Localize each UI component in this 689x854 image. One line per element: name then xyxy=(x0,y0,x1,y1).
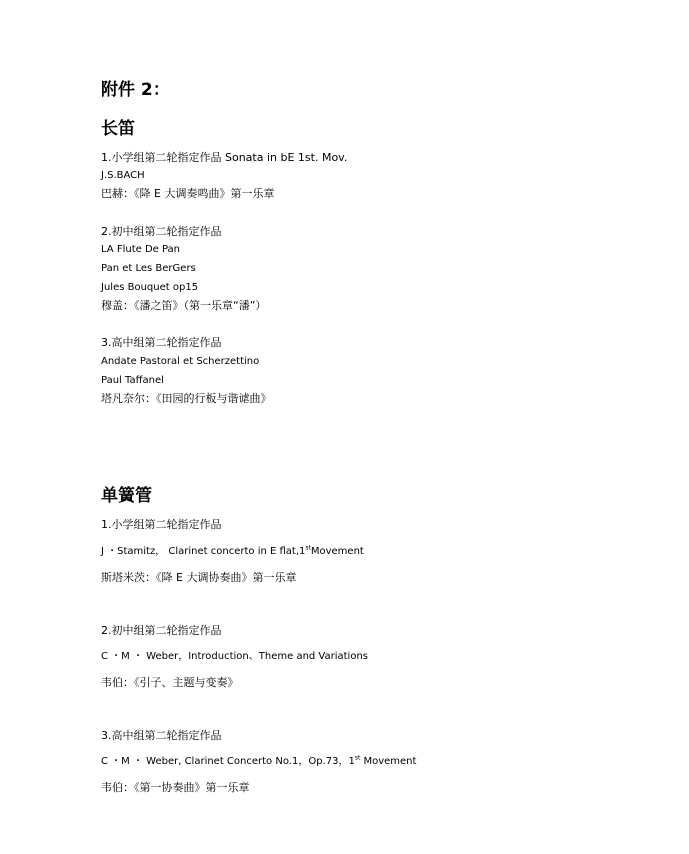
clarinet-senior-work-text-end: Movement xyxy=(360,756,417,767)
flute-primary-chinese: 巴赫：《降 E 大调奏鸣曲》第一乐章 xyxy=(101,187,275,200)
attachment-title: 附件 2： xyxy=(101,80,170,100)
flute-junior-line-1: LA Flute De Pan xyxy=(101,244,181,255)
clarinet-junior-header: 2.初中组第二轮指定作品 xyxy=(101,624,222,637)
clarinet-primary-work-text: J ・Stamitz， Clarinet concerto in E flat,1 xyxy=(101,546,306,557)
clarinet-senior-chinese: 韦伯：《第一协奏曲》第一乐章 xyxy=(101,781,250,794)
flute-junior-header: 2.初中组第二轮指定作品 xyxy=(101,225,222,238)
flute-junior-chinese: 穆盖：《潘之笛》（第一乐章“潘”） xyxy=(101,299,267,312)
flute-senior-line-1: Andate Pastoral et Scherzettino xyxy=(101,356,260,367)
clarinet-senior-header: 3.高中组第二轮指定作品 xyxy=(101,729,222,742)
clarinet-primary-chinese: 斯塔米茨：《降 E 大调协奏曲》第一乐章 xyxy=(101,571,297,584)
clarinet-primary-header: 1.小学组第二轮指定作品 xyxy=(101,518,222,531)
ordinal-suffix: st xyxy=(305,544,311,552)
flute-senior-header: 3.高中组第二轮指定作品 xyxy=(101,336,222,349)
flute-senior-line-2: Paul Taffanel xyxy=(101,375,164,386)
flute-primary-composer: J.S.BACH xyxy=(101,170,145,181)
clarinet-junior-work: C ・M ・ Weber，Introduction、Theme and Variations xyxy=(101,651,369,662)
clarinet-senior-work xyxy=(101,754,417,767)
flute-junior-line-3: Jules Bouquet op15 xyxy=(101,282,199,293)
clarinet-primary-work-text-end: Movement xyxy=(310,546,364,557)
flute-junior-line-2: Pan et Les BerGers xyxy=(101,263,196,274)
ordinal-suffix: st xyxy=(354,754,361,762)
flute-senior-chinese: 塔凡奈尔：《田园的行板与谐谑曲》 xyxy=(101,392,272,405)
clarinet-primary-work xyxy=(101,544,364,557)
section-heading-clarinet: 单簧管 xyxy=(101,486,152,506)
section-heading-flute: 长笛 xyxy=(101,119,135,139)
flute-primary-header: 1.小学组第二轮指定作品 Sonata in bE 1st. Mov. xyxy=(101,151,348,164)
clarinet-junior-chinese: 韦伯：《引子、主题与变奏》 xyxy=(101,676,239,689)
clarinet-senior-work-text: C ・M ・ Weber, Clarinet Concerto No.1，Op.73，1 xyxy=(101,756,355,767)
